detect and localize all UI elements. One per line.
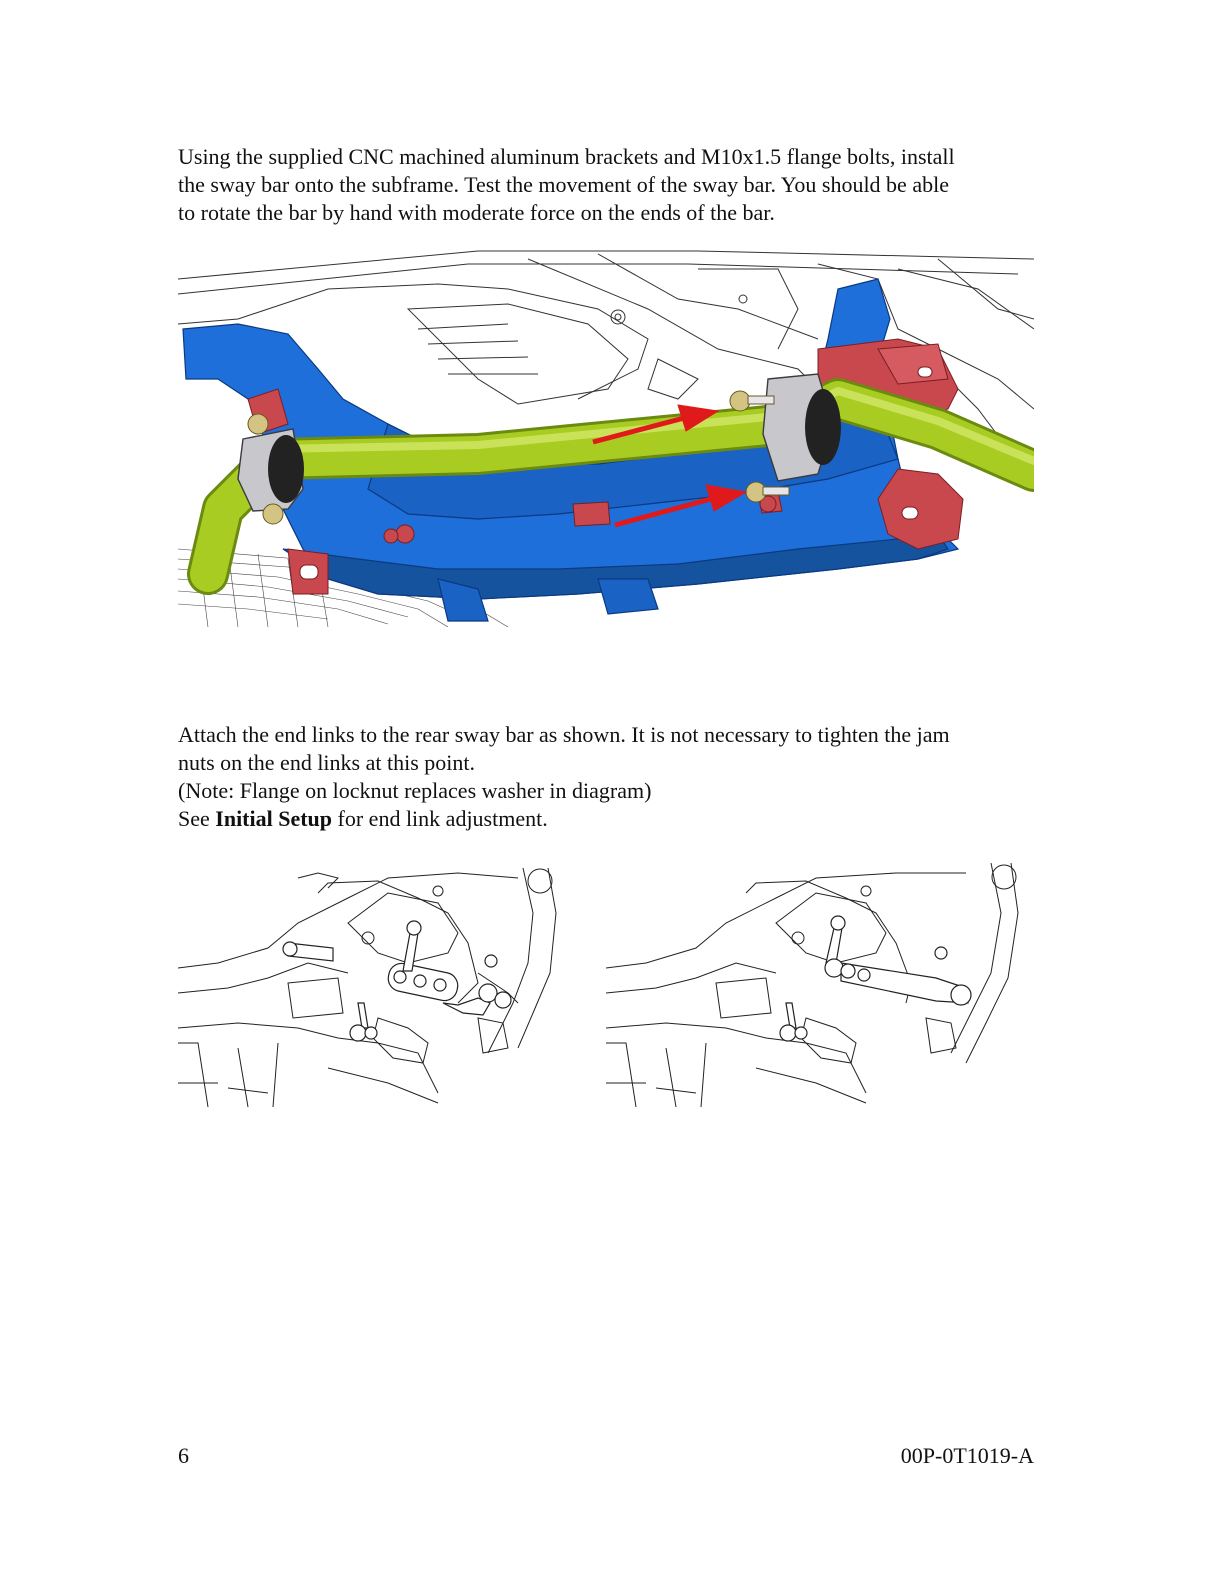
- initial-setup-reference: Initial Setup: [215, 806, 333, 831]
- step2-line-1: Attach the end links to the rear sway bar as shown. It is not necessary to tighten the jam: [178, 722, 950, 747]
- see-prefix: See: [178, 806, 216, 831]
- step1-line-1: Using the supplied CNC machined aluminum brackets and M10x1.5 flange bolts, install: [178, 144, 955, 169]
- step2-note: (Note: Flange on locknut replaces washer in diagram): [178, 778, 652, 803]
- see-suffix: for end link adjustment.: [332, 806, 548, 831]
- document-code: 00P-0T1019-A: [900, 1443, 1034, 1468]
- end-link-attached-diagram: [606, 853, 1026, 1107]
- step1-line-3: to rotate the bar by hand with moderate force on the ends of the bar.: [178, 200, 775, 225]
- step1-instructions: [178, 143, 1048, 227]
- step2-see-initial-setup: [178, 805, 1048, 833]
- step2-instructions: [178, 721, 1048, 833]
- end-link-detached-diagram: [178, 853, 568, 1107]
- sway-bar-install-illustration: [178, 249, 1034, 627]
- step2-line-2: nuts on the end links at this point.: [178, 750, 475, 775]
- page-number: 6: [178, 1443, 189, 1468]
- step1-line-2: the sway bar onto the subframe. Test the movement of the sway bar. You should be able: [178, 172, 949, 197]
